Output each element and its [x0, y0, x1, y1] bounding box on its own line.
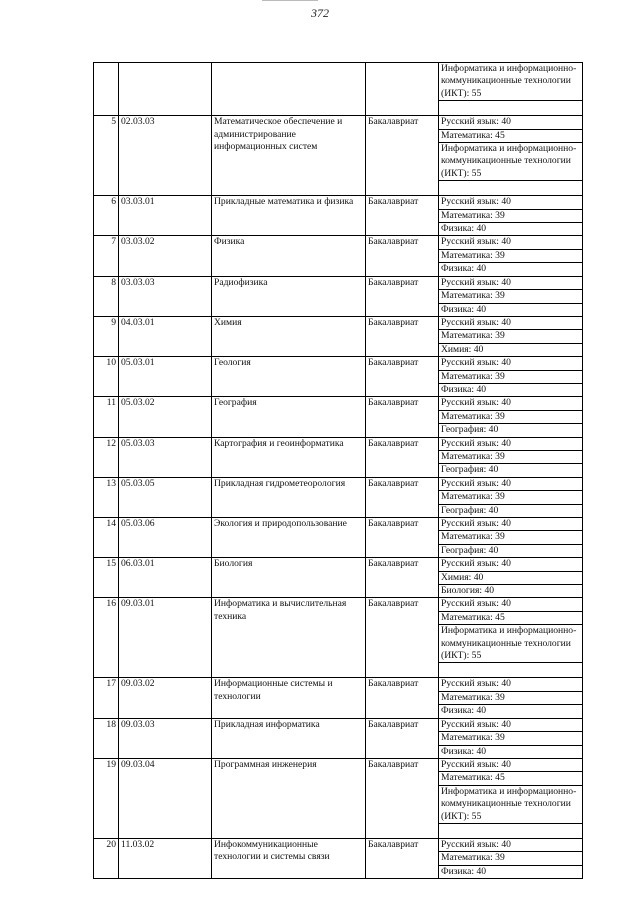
- program-level: Бакалавриат: [366, 678, 439, 718]
- subject-requirement: Физика: 40: [439, 263, 583, 276]
- subject-requirement: Химия: 40: [439, 343, 583, 356]
- subject-requirement: Математика: 39: [439, 410, 583, 423]
- table-body: [94, 63, 583, 879]
- program-number: 7: [94, 236, 119, 276]
- subject-requirement: Математика: 45: [439, 772, 583, 785]
- table-row: [94, 316, 583, 329]
- program-number: 11: [94, 397, 119, 437]
- table-row: [94, 437, 583, 450]
- program-name: Прикладные математика и физика: [212, 196, 366, 236]
- program-name: [212, 63, 366, 116]
- program-level: Бакалавриат: [366, 437, 439, 477]
- program-code: 03.03.02: [119, 236, 212, 276]
- program-name: География: [212, 397, 366, 437]
- subject-requirement: Математика: 39: [439, 249, 583, 262]
- subject-requirement: Русский язык: 40: [439, 357, 583, 370]
- table-row: [94, 558, 583, 571]
- subject-requirement: Математика: 39: [439, 290, 583, 303]
- program-level: Бакалавриат: [366, 598, 439, 678]
- subject-requirement: География: 40: [439, 424, 583, 437]
- program-code: 03.03.01: [119, 196, 212, 236]
- program-level: Бакалавриат: [366, 518, 439, 558]
- program-name: Физика: [212, 236, 366, 276]
- program-level: Бакалавриат: [366, 477, 439, 517]
- program-number: 18: [94, 718, 119, 758]
- program-name: Программная инженерия: [212, 758, 366, 838]
- program-name: Прикладная гидрометеорология: [212, 477, 366, 517]
- program-name: Прикладная информатика: [212, 718, 366, 758]
- subject-requirement: Русский язык: 40: [439, 196, 583, 209]
- subject-requirement: Математика: 45: [439, 611, 583, 624]
- subject-requirement: Русский язык: 40: [439, 838, 583, 851]
- table-row: [94, 518, 583, 531]
- subject-requirement: Русский язык: 40: [439, 558, 583, 571]
- subject-requirement: Информатика и информационно-коммуникационные технологии (ИКТ): 55: [439, 785, 583, 823]
- subject-requirement: Физика: 40: [439, 383, 583, 396]
- program-code: 03.03.03: [119, 276, 212, 316]
- program-level: Бакалавриат: [366, 718, 439, 758]
- subject-requirement: Русский язык: 40: [439, 758, 583, 771]
- subject-requirement: Информатика и информационно-коммуникационные технологии (ИКТ): 55: [439, 63, 583, 101]
- program-code: [119, 63, 212, 116]
- program-level: Бакалавриат: [366, 196, 439, 236]
- program-number: 6: [94, 196, 119, 236]
- table-row: [94, 678, 583, 691]
- subject-requirement: Русский язык: 40: [439, 116, 583, 129]
- program-number: 15: [94, 558, 119, 598]
- table-row: [94, 397, 583, 410]
- subject-requirement: Химия: 40: [439, 571, 583, 584]
- subject-requirement: Русский язык: 40: [439, 678, 583, 691]
- subject-requirement: Математика: 39: [439, 531, 583, 544]
- program-number: 16: [94, 598, 119, 678]
- subject-requirement: Математика: 39: [439, 691, 583, 704]
- subject-requirement: Математика: 45: [439, 129, 583, 142]
- program-name: Биология: [212, 558, 366, 598]
- subject-requirement: Математика: 39: [439, 209, 583, 222]
- program-level: Бакалавриат: [366, 316, 439, 356]
- program-number: 14: [94, 518, 119, 558]
- subject-requirement: Русский язык: 40: [439, 477, 583, 490]
- program-number: 20: [94, 838, 119, 878]
- subject-requirement: Математика: 39: [439, 370, 583, 383]
- empty-cell: [439, 663, 583, 678]
- subject-requirement: Математика: 39: [439, 491, 583, 504]
- program-code: 02.03.03: [119, 116, 212, 196]
- table-row: [94, 196, 583, 209]
- table-row: [94, 116, 583, 129]
- program-code: 09.03.04: [119, 758, 212, 838]
- subject-requirement: Русский язык: 40: [439, 276, 583, 289]
- admission-requirements-table: [93, 62, 583, 879]
- subject-requirement: Информатика и информационно-коммуникационные технологии (ИКТ): 55: [439, 625, 583, 663]
- subject-requirement: Биология: 40: [439, 585, 583, 598]
- subject-requirement: Физика: 40: [439, 745, 583, 758]
- subject-requirement: Математика: 39: [439, 732, 583, 745]
- subject-requirement: Физика: 40: [439, 705, 583, 718]
- program-code: 05.03.02: [119, 397, 212, 437]
- subject-requirement: Физика: 40: [439, 223, 583, 236]
- program-number: 8: [94, 276, 119, 316]
- program-code: 09.03.03: [119, 718, 212, 758]
- table-row: [94, 276, 583, 289]
- program-name: Экология и природопользование: [212, 518, 366, 558]
- program-level: [366, 63, 439, 116]
- table-row: [94, 236, 583, 249]
- table-row: [94, 63, 583, 101]
- subject-requirement: География: 40: [439, 464, 583, 477]
- subject-requirement: География: 40: [439, 544, 583, 557]
- empty-cell: [439, 101, 583, 116]
- program-code: 05.03.05: [119, 477, 212, 517]
- program-code: 05.03.06: [119, 518, 212, 558]
- program-number: [94, 63, 119, 116]
- program-name: Математическое обеспечение и администрирование информационных систем: [212, 116, 366, 196]
- program-name: Инфокоммуникационные технологии и системы связи: [212, 838, 366, 878]
- program-code: 11.03.02: [119, 838, 212, 878]
- program-level: Бакалавриат: [366, 116, 439, 196]
- table-row: [94, 357, 583, 370]
- subject-requirement: Математика: 39: [439, 852, 583, 865]
- subject-requirement: Математика: 39: [439, 450, 583, 463]
- program-number: 10: [94, 357, 119, 397]
- program-number: 13: [94, 477, 119, 517]
- subject-requirement: Русский язык: 40: [439, 437, 583, 450]
- program-level: Бакалавриат: [366, 758, 439, 838]
- program-name: Информатика и вычислительная техника: [212, 598, 366, 678]
- program-name: Химия: [212, 316, 366, 356]
- program-name: Геология: [212, 357, 366, 397]
- empty-cell: [439, 823, 583, 838]
- program-level: Бакалавриат: [366, 558, 439, 598]
- subject-requirement: Физика: 40: [439, 865, 583, 878]
- program-code: 09.03.02: [119, 678, 212, 718]
- subject-requirement: Русский язык: 40: [439, 397, 583, 410]
- program-code: 04.03.01: [119, 316, 212, 356]
- subject-requirement: Русский язык: 40: [439, 518, 583, 531]
- subject-requirement: Физика: 40: [439, 303, 583, 316]
- page-number: 372: [311, 6, 329, 20]
- program-code: 05.03.03: [119, 437, 212, 477]
- program-code: 05.03.01: [119, 357, 212, 397]
- program-level: Бакалавриат: [366, 397, 439, 437]
- table-row: [94, 758, 583, 771]
- program-level: Бакалавриат: [366, 357, 439, 397]
- subject-requirement: География: 40: [439, 504, 583, 517]
- subject-requirement: Математика: 39: [439, 330, 583, 343]
- program-level: Бакалавриат: [366, 236, 439, 276]
- program-code: 06.03.01: [119, 558, 212, 598]
- program-name: Радиофизика: [212, 276, 366, 316]
- scan-edge-mark: [262, 0, 318, 1]
- program-code: 09.03.01: [119, 598, 212, 678]
- empty-cell: [439, 181, 583, 196]
- program-number: 17: [94, 678, 119, 718]
- program-number: 9: [94, 316, 119, 356]
- program-level: Бакалавриат: [366, 276, 439, 316]
- program-number: 19: [94, 758, 119, 838]
- table-row: [94, 477, 583, 490]
- subject-requirement: Русский язык: 40: [439, 598, 583, 611]
- program-name: Картография и геоинформатика: [212, 437, 366, 477]
- program-number: 5: [94, 116, 119, 196]
- subject-requirement: Русский язык: 40: [439, 718, 583, 731]
- subject-requirement: Русский язык: 40: [439, 316, 583, 329]
- subject-requirement: Информатика и информационно-коммуникационные технологии (ИКТ): 55: [439, 143, 583, 181]
- table-row: [94, 598, 583, 611]
- table-row: [94, 838, 583, 851]
- subject-requirement: Русский язык: 40: [439, 236, 583, 249]
- program-number: 12: [94, 437, 119, 477]
- table-row: [94, 718, 583, 731]
- program-name: Информационные системы и технологии: [212, 678, 366, 718]
- program-level: Бакалавриат: [366, 838, 439, 878]
